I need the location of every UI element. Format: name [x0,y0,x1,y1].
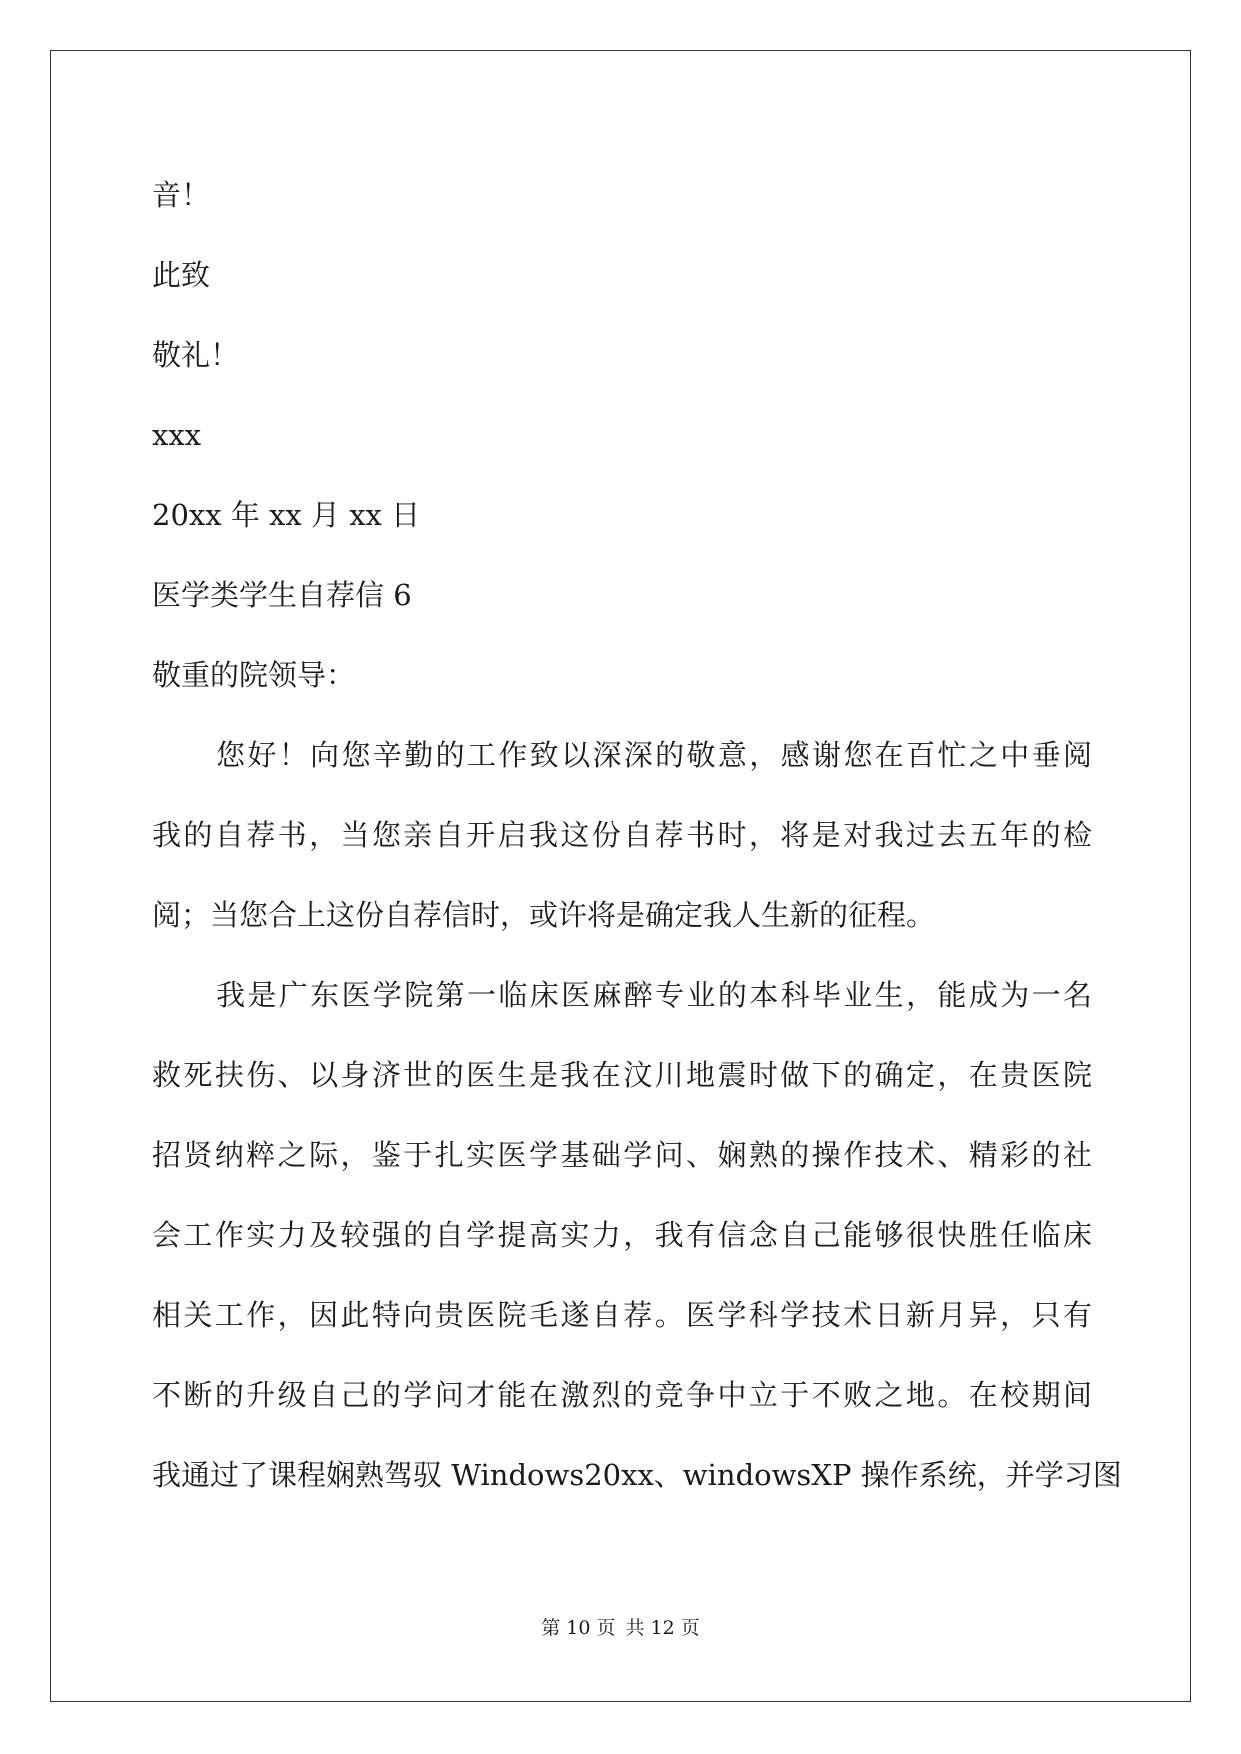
signature-name: xxx [152,418,202,452]
paragraph2-line: 救死扶伤、以身济世的医生是我在汶川地震时做下的确定，在贵医院 [152,1058,1092,1092]
letter-title: 医学类学生自荐信 6 [152,578,412,612]
paragraph2-line: 我是广东医学院第一临床医麻醉专业的本科毕业生，能成为一名 [216,978,1092,1012]
salutation-cizhi: 此致 [152,258,211,292]
paragraph2-line: 不断的升级自己的学问才能在激烈的竞争中立于不败之地。在校期间 [152,1378,1092,1412]
letter-greeting: 敬重的院领导： [152,658,356,692]
paragraph1-line: 我的自荐书，当您亲自开启我这份自荐书时，将是对我过去五年的检 [152,818,1092,852]
paragraph1-line: 阅；当您合上这份自荐信时，或许将是确定我人生新的征程。 [152,898,936,932]
page-footer [0,1616,1241,1640]
paragraph2-line: 我通过了课程娴熟驾驭 Windows20xx、windowsXP 操作系统，并学习图 [152,1458,1122,1492]
paragraph2-line: 相关工作，因此特向贵医院毛遂自荐。医学科学技术日新月异，只有 [152,1298,1092,1332]
paragraph2-line: 招贤纳粹之际，鉴于扎实医学基础学问、娴熟的操作技术、精彩的社 [152,1138,1092,1172]
paragraph2-line: 会工作实力及较强的自学提高实力，我有信念自己能够很快胜任临床 [152,1218,1092,1252]
signature-date: 20xx 年 xx 月 xx 日 [152,498,421,532]
closing-fragment: 音！ [152,178,211,212]
paragraph1-line: 您好！向您辛勤的工作致以深深的敬意，感谢您在百忙之中垂阅 [216,738,1092,772]
page-number: 第 10 页 [541,1617,616,1639]
page-total: 共 12 页 [625,1617,700,1639]
salutation-jingli: 敬礼！ [152,338,240,372]
